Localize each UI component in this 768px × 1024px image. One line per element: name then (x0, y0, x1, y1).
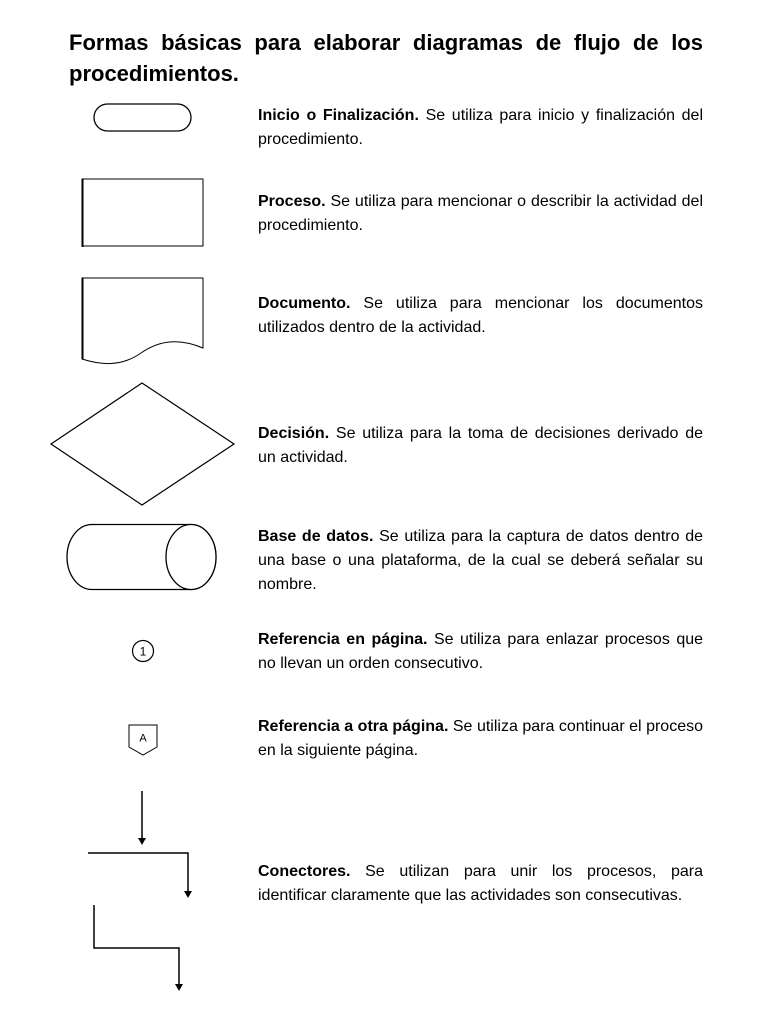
on-page-reference-label: 1 (139, 644, 147, 659)
term-connectors: Conectores. (258, 863, 351, 880)
description-decision (258, 422, 703, 470)
term-process: Proceso. (258, 193, 326, 210)
text-document: Se utiliza para mencionar los documentos utilizados dentro de la actividad. (258, 295, 703, 336)
term-document: Documento. (258, 295, 351, 312)
text-process: Se utiliza para mencionar o describir la actividad del procedimiento. (258, 193, 703, 234)
description-on-page-reference (258, 628, 703, 676)
process-shape-icon (81, 178, 205, 248)
text-off-page-reference: Se utiliza para continuar el proceso en la siguiente página. (258, 718, 703, 759)
off-page-reference-label: A (139, 732, 147, 745)
text-decision: Se utiliza para la toma de decisiones derivado de un actividad. (258, 425, 703, 466)
term-on-page-reference: Referencia en página. (258, 631, 428, 648)
decision-shape-icon (50, 382, 236, 506)
term-terminator: Inicio o Finalización. (258, 107, 419, 124)
off-page-reference-icon (128, 724, 160, 758)
document-shape-icon (81, 277, 205, 367)
description-terminator (258, 104, 703, 152)
text-database: Se utiliza para la captura de datos dentro de una base o una plataforma, de la cual se deberá señalar su nombre. (258, 528, 703, 593)
text-connectors: Se utilizan para unir los procesos, para identificar claramente que las actividades son consecutivas. (258, 863, 703, 904)
description-process (258, 190, 703, 238)
database-shape-icon (66, 523, 220, 591)
connectors-shape-icon (80, 788, 200, 998)
page-title: Formas básicas para elaborar diagramas de flujo de los procedimientos. (69, 30, 703, 86)
description-database (258, 525, 703, 597)
text-terminator: Se utiliza para inicio y finalización del procedimiento. (258, 107, 703, 148)
description-connectors (258, 860, 703, 908)
term-off-page-reference: Referencia a otra página. (258, 718, 449, 735)
text-on-page-reference: Se utiliza para enlazar procesos que no llevan un orden consecutivo. (258, 631, 704, 672)
term-database: Base de datos. (258, 528, 374, 545)
term-decision: Decisión. (258, 425, 330, 442)
description-off-page-reference (258, 715, 703, 763)
description-document (258, 292, 703, 340)
on-page-reference-icon (131, 639, 155, 663)
terminator-shape-icon (93, 103, 193, 133)
